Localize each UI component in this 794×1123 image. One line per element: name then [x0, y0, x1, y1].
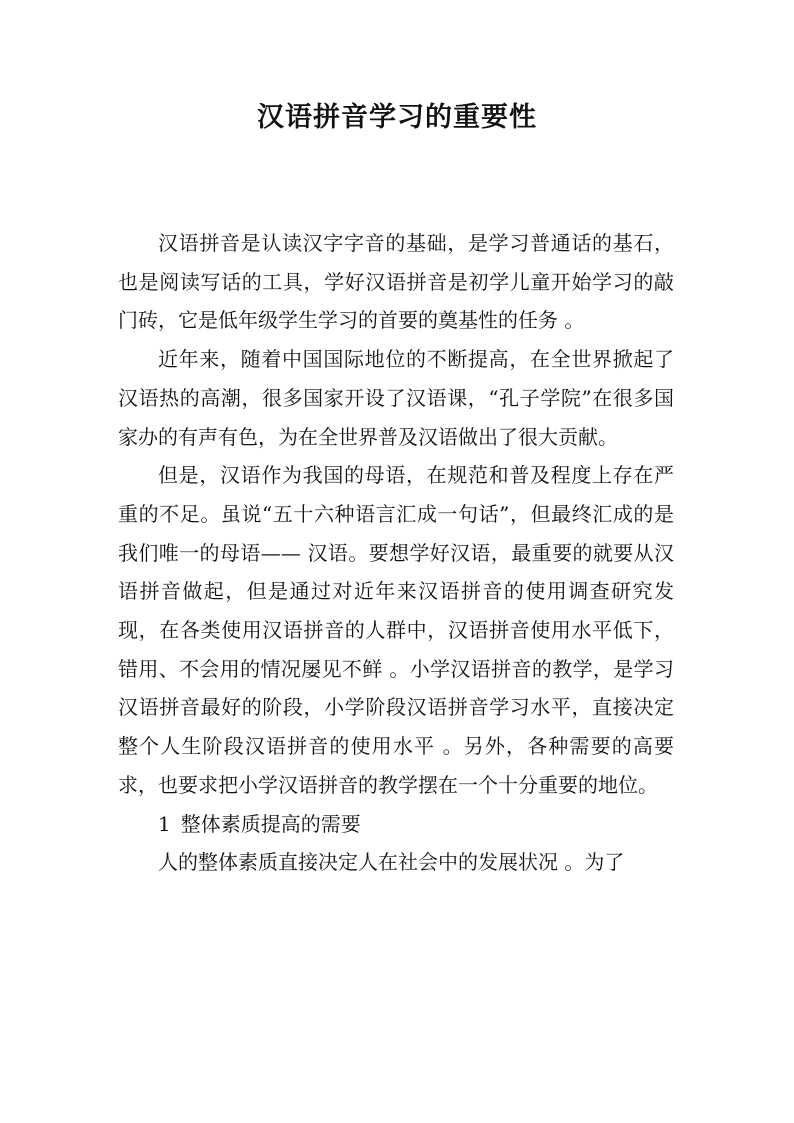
paragraph-section-start: 人的整体素质直接决定人在社会中的发展状况 。为了: [158, 850, 625, 875]
paragraph-international: 近年来，随着中国国际地位的不断提高，在全世界掀起了汉语热的高潮，很多国家开设了汉语课，“孔子学院”在很多国家办的有声有色，为在全世界普及汉语做出了很大贡献。: [118, 347, 674, 449]
paragraph-shortcomings: 但是，汉语作为我国的母语，在规范和普及程度上存在严重的不足。虽说“五十六种语言汇成一句话”，但最终汇成的是我们唯一的母语—— 汉语。要想学好汉语，最重要的就要从汉语拼音做起，但是通过对近年来汉语拼音的使用调查研究发现，在各类使用汉语拼音的人群中，汉语拼音使用水平低下，错用、不会用的情况屡见不鲜 。小学汉语拼音的教学，是学习汉语拼音最好的阶段，小学阶段汉语拼音学习水平，直接决定整个人生阶段汉语拼音的使用水平 。另外，各种需要的高要求，也要求把小学汉语拼音的教学摆在一个十分重要的地位。: [118, 463, 674, 797]
document-body: [118, 224, 674, 882]
section-heading-text: 整体素质提高的需要: [180, 811, 361, 836]
section-number: 1: [158, 811, 171, 836]
paragraph-intro: 汉语拼音是认读汉字字音的基础，是学习普通话的基石，也是阅读写话的工具，学好汉语拼音是初学儿童开始学习的敲门砖，它是低年级学生学习的首要的奠基性的任务 。: [118, 231, 674, 333]
section-heading: [118, 805, 674, 844]
document-title: 汉语拼音学习的重要性: [257, 102, 537, 133]
